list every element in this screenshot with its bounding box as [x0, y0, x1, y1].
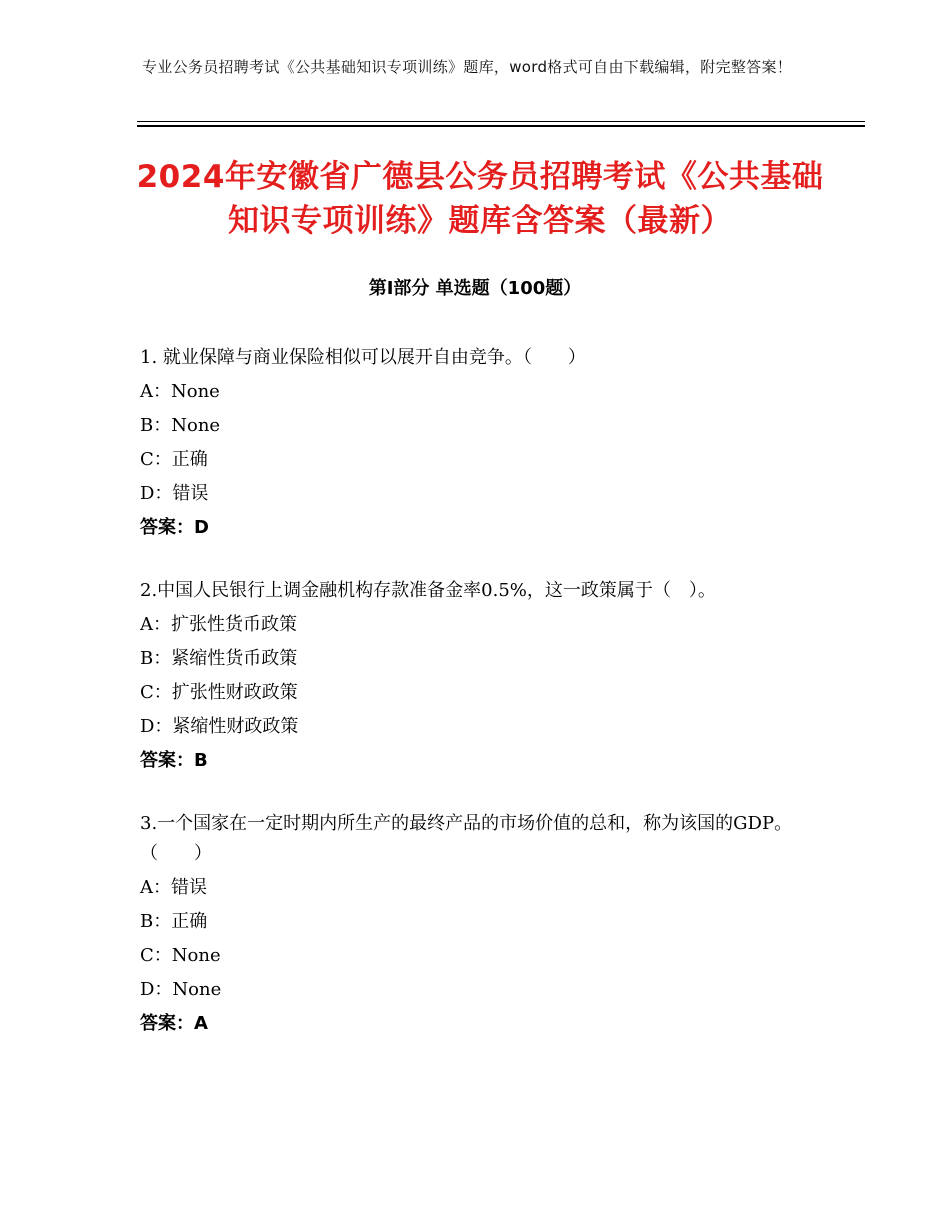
header-note: 专业公务员招聘考试《公共基础知识专项训练》题库，word格式可自由下载编辑，附完整答案！ — [142, 58, 793, 76]
answer: 答案：B — [140, 750, 208, 771]
question-stem: 3.一个国家在一定时期内所生产的最终产品的市场价值的总和，称为该国的GDP。（ ） — [140, 813, 793, 864]
question-stem: 2.中国人民银行上调金融机构存款准备金率0.5%，这一政策属于（ ）。 — [140, 580, 716, 601]
option-c: C：正确 — [140, 449, 208, 470]
option-b: B：紧缩性货币政策 — [140, 648, 298, 669]
option-d: D：None — [140, 979, 222, 1000]
answer: 答案：D — [140, 517, 209, 538]
option-a: A：扩张性货币政策 — [140, 614, 297, 635]
option-d: D：紧缩性财政政策 — [140, 716, 299, 737]
option-a: A：错误 — [140, 877, 207, 898]
header-rule-thin — [137, 121, 865, 122]
option-c: C：None — [140, 945, 221, 966]
option-d: D：错误 — [140, 483, 209, 504]
question-1 — [140, 343, 820, 543]
option-b: B：正确 — [140, 911, 208, 932]
question-3 — [140, 809, 820, 1039]
option-b: B：None — [140, 415, 221, 436]
option-c: C：扩张性财政政策 — [140, 682, 298, 703]
question-2 — [140, 576, 820, 776]
part-title: 第Ⅰ部分 单选题（100题） — [368, 278, 582, 299]
option-a: A：None — [140, 381, 220, 402]
answer: 答案：A — [140, 1013, 208, 1034]
document-title: 2024年安徽省广德县公务员招聘考试《公共基础知识专项训练》题库含答案（最新） — [136, 159, 824, 239]
question-list — [140, 343, 820, 1072]
header-rule-thick — [137, 125, 865, 127]
question-stem: 1. 就业保障与商业保险相似可以展开自由竞争。（ ） — [140, 347, 586, 368]
